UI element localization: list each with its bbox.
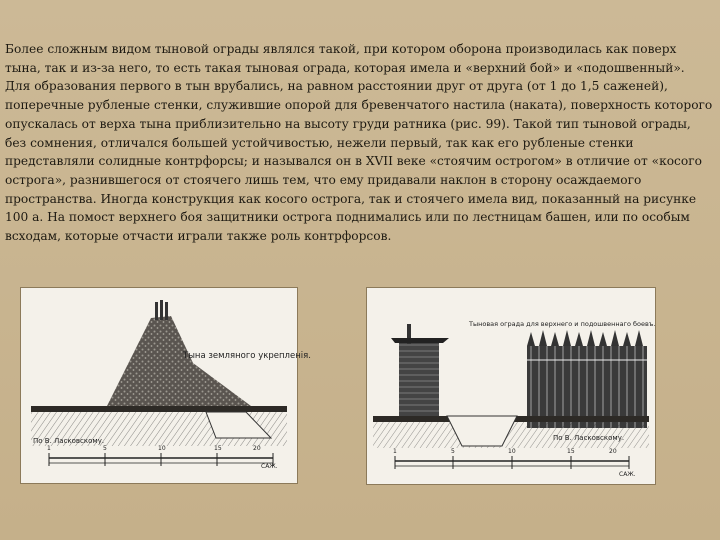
figure-credit: По В. Ласковскому. <box>33 437 105 445</box>
figure-credit: По В. Ласковскому. <box>553 434 625 442</box>
scale-bar <box>395 456 629 469</box>
ground-line <box>31 406 287 412</box>
scale-number-15: 15 <box>567 448 575 455</box>
scale-number-15: 15 <box>214 445 222 452</box>
scale-number-10: 10 <box>508 448 516 455</box>
palisade-drawing <box>367 288 655 484</box>
scale-number-10: 10 <box>158 445 166 452</box>
figure-earthwork-section <box>20 287 311 484</box>
log-wall-left <box>399 343 439 418</box>
figure-label-line1 <box>182 351 311 361</box>
body-paragraph: Более сложным видом тыновой ограды являлся такой, при котором оборона производилась как поверх тына, так и из-за него, то есть такая тыновая ограда, которая имела и «верхний бой» и «подошвенный». Для образования первого в тын врубались, на равном расстоянии друг от друга (от 1 до 1,5 саженей), поперечные рубленые стенки, служившие опорой для бревенчатого настила (наката), поверхность которого опускалась от верха тына приблизительно на высоту груди ратника (рис. 99). Такой тип тыновой ограды, без сомнения, отличался большей устойчивостью, нежели первый, так как его рубленые стенки представляли солидные контрфорсы; и назывался он в XVII веке «стоячим острогом» в отличие от «косого острога», разнившегося от стоячего лишь тем, что ему придавали наклон в сторону осаждаемого пространства. Иногда конструкция как косого острога, так и стоячего имела вид, показанный на рисунке 100 а. На помост верхнего боя защитники острога поднимались или по лестницам башен, или по особым всходам, которые отчасти играли также роль контрфорсов. <box>5 42 713 244</box>
scale-number-5: 5 <box>451 448 455 455</box>
earth-mound <box>106 316 251 408</box>
scale-number-1: 1 <box>47 445 51 452</box>
scale-number-20: 20 <box>253 445 261 452</box>
scale-number-5: 5 <box>103 445 107 452</box>
scale-number-20: 20 <box>609 448 617 455</box>
scale-bar <box>49 453 273 466</box>
scale-unit: САЖ. <box>619 471 636 478</box>
palisade-tips <box>527 330 643 346</box>
figure-label: Тына земляного укрепленія. <box>183 351 311 361</box>
scale-number-1: 1 <box>393 448 397 455</box>
earthwork-drawing <box>21 288 311 483</box>
figure-label: Тыновая ограда для верхнего и подошвеннаго боевъ. <box>469 320 656 328</box>
scale-unit: САЖ. <box>261 463 278 470</box>
figure-palisade-section <box>366 287 656 485</box>
top-palisade <box>155 300 168 320</box>
palisade-wall-right <box>527 346 647 428</box>
